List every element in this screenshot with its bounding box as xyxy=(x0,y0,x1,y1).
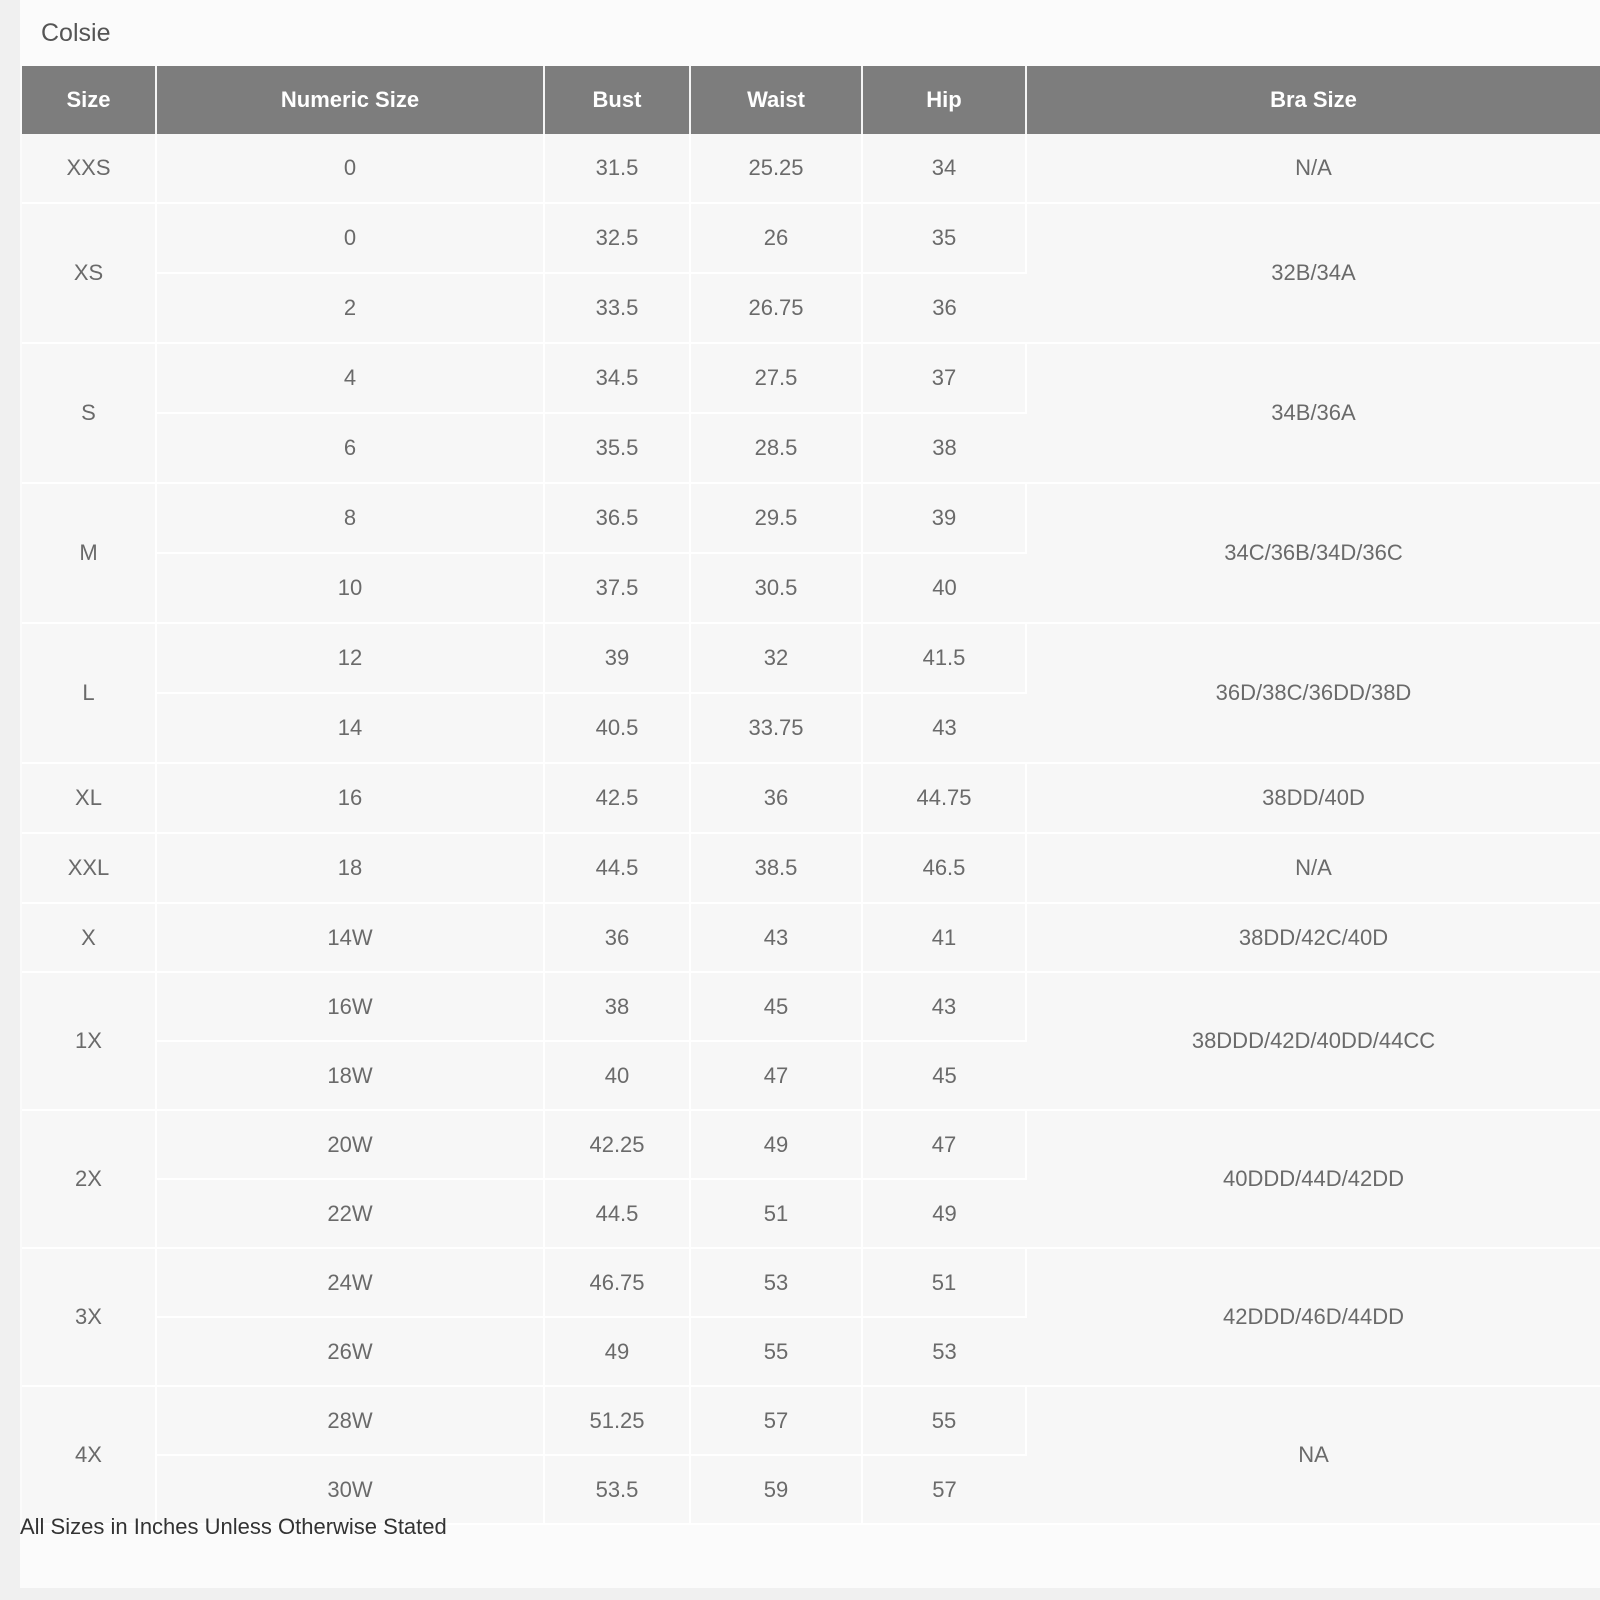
cell-numeric: 6 xyxy=(156,413,544,483)
cell-numeric: 14 xyxy=(156,693,544,763)
cell-bust: 40 xyxy=(544,1041,690,1110)
cell-hip: 57 xyxy=(862,1455,1026,1524)
cell-size: XS xyxy=(22,203,156,343)
cell-bra-size: 36D/38C/36DD/38D xyxy=(1026,623,1600,763)
cell-size: X xyxy=(22,903,156,972)
header-numeric-size: Numeric Size xyxy=(156,66,544,134)
cell-numeric: 0 xyxy=(156,134,544,203)
cell-bust: 51.25 xyxy=(544,1386,690,1455)
cell-bust: 39 xyxy=(544,623,690,693)
cell-hip: 45 xyxy=(862,1041,1026,1110)
footnote: All Sizes in Inches Unless Otherwise Stated xyxy=(20,1514,447,1539)
header-hip: Hip xyxy=(862,66,1026,134)
cell-numeric: 16 xyxy=(156,763,544,833)
table-row xyxy=(22,623,1600,693)
cell-bra-size: 34B/36A xyxy=(1026,343,1600,483)
cell-bust: 53.5 xyxy=(544,1455,690,1524)
header-bust: Bust xyxy=(544,66,690,134)
cell-hip: 53 xyxy=(862,1317,1026,1386)
cell-bust: 44.5 xyxy=(544,833,690,903)
cell-numeric: 30W xyxy=(156,1455,544,1524)
cell-size: 2X xyxy=(22,1110,156,1248)
cell-size: 4X xyxy=(22,1386,156,1524)
table-row xyxy=(22,1386,1600,1455)
cell-bust: 34.5 xyxy=(544,343,690,413)
cell-bust: 49 xyxy=(544,1317,690,1386)
cell-hip: 47 xyxy=(862,1110,1026,1179)
cell-hip: 51 xyxy=(862,1248,1026,1317)
header-row xyxy=(22,66,1600,134)
size-chart-sheet xyxy=(20,0,1600,1588)
cell-waist: 47 xyxy=(690,1041,862,1110)
cell-waist: 38.5 xyxy=(690,833,862,903)
cell-hip: 46.5 xyxy=(862,833,1026,903)
cell-size: XL xyxy=(22,763,156,833)
brand-name: Colsie xyxy=(41,19,111,47)
cell-bra-size: N/A xyxy=(1026,833,1600,903)
cell-bust: 46.75 xyxy=(544,1248,690,1317)
cell-hip: 43 xyxy=(862,972,1026,1041)
cell-numeric: 8 xyxy=(156,483,544,553)
cell-waist: 57 xyxy=(690,1386,862,1455)
cell-hip: 38 xyxy=(862,413,1026,483)
cell-numeric: 12 xyxy=(156,623,544,693)
cell-hip: 39 xyxy=(862,483,1026,553)
cell-numeric: 2 xyxy=(156,273,544,343)
cell-numeric: 28W xyxy=(156,1386,544,1455)
cell-numeric: 16W xyxy=(156,972,544,1041)
cell-numeric: 4 xyxy=(156,343,544,413)
cell-size: S xyxy=(22,343,156,483)
cell-bust: 42.5 xyxy=(544,763,690,833)
cell-size: 1X xyxy=(22,972,156,1110)
cell-waist: 25.25 xyxy=(690,134,862,203)
cell-bust: 40.5 xyxy=(544,693,690,763)
cell-size: L xyxy=(22,623,156,763)
cell-waist: 33.75 xyxy=(690,693,862,763)
cell-bra-size: 38DD/40D xyxy=(1026,763,1600,833)
cell-numeric: 26W xyxy=(156,1317,544,1386)
cell-waist: 53 xyxy=(690,1248,862,1317)
cell-bust: 38 xyxy=(544,972,690,1041)
cell-bust: 32.5 xyxy=(544,203,690,273)
cell-waist: 29.5 xyxy=(690,483,862,553)
cell-hip: 43 xyxy=(862,693,1026,763)
cell-numeric: 24W xyxy=(156,1248,544,1317)
cell-bra-size: 40DDD/44D/42DD xyxy=(1026,1110,1600,1248)
cell-bust: 42.25 xyxy=(544,1110,690,1179)
table-row xyxy=(22,903,1600,972)
cell-numeric: 14W xyxy=(156,903,544,972)
cell-waist: 30.5 xyxy=(690,553,862,623)
cell-bra-size: N/A xyxy=(1026,134,1600,203)
cell-size: XXS xyxy=(22,134,156,203)
cell-bra-size: 38DDD/42D/40DD/44CC xyxy=(1026,972,1600,1110)
table-row xyxy=(22,343,1600,413)
cell-hip: 35 xyxy=(862,203,1026,273)
cell-hip: 41.5 xyxy=(862,623,1026,693)
cell-waist: 51 xyxy=(690,1179,862,1248)
cell-hip: 36 xyxy=(862,273,1026,343)
cell-bust: 36.5 xyxy=(544,483,690,553)
cell-bra-size: 42DDD/46D/44DD xyxy=(1026,1248,1600,1386)
cell-hip: 37 xyxy=(862,343,1026,413)
cell-bust: 44.5 xyxy=(544,1179,690,1248)
cell-numeric: 18 xyxy=(156,833,544,903)
cell-size: M xyxy=(22,483,156,623)
cell-waist: 43 xyxy=(690,903,862,972)
header-size: Size xyxy=(22,66,156,134)
table-row xyxy=(22,134,1600,203)
table-body xyxy=(22,134,1600,1524)
cell-hip: 41 xyxy=(862,903,1026,972)
cell-hip: 49 xyxy=(862,1179,1026,1248)
table-row xyxy=(22,1110,1600,1179)
table-row xyxy=(22,483,1600,553)
cell-size: 3X xyxy=(22,1248,156,1386)
cell-bra-size: 34C/36B/34D/36C xyxy=(1026,483,1600,623)
cell-waist: 26.75 xyxy=(690,273,862,343)
table-row xyxy=(22,763,1600,833)
cell-bust: 37.5 xyxy=(544,553,690,623)
cell-numeric: 20W xyxy=(156,1110,544,1179)
cell-bust: 31.5 xyxy=(544,134,690,203)
cell-hip: 40 xyxy=(862,553,1026,623)
cell-waist: 36 xyxy=(690,763,862,833)
table-row xyxy=(22,972,1600,1041)
header-waist: Waist xyxy=(690,66,862,134)
cell-hip: 34 xyxy=(862,134,1026,203)
cell-hip: 44.75 xyxy=(862,763,1026,833)
cell-hip: 55 xyxy=(862,1386,1026,1455)
cell-waist: 55 xyxy=(690,1317,862,1386)
cell-numeric: 18W xyxy=(156,1041,544,1110)
table-row xyxy=(22,203,1600,273)
cell-waist: 26 xyxy=(690,203,862,273)
cell-bra-size: NA xyxy=(1026,1386,1600,1524)
cell-numeric: 0 xyxy=(156,203,544,273)
cell-numeric: 22W xyxy=(156,1179,544,1248)
cell-waist: 49 xyxy=(690,1110,862,1179)
cell-bust: 35.5 xyxy=(544,413,690,483)
cell-waist: 45 xyxy=(690,972,862,1041)
table-row xyxy=(22,833,1600,903)
cell-waist: 27.5 xyxy=(690,343,862,413)
cell-waist: 28.5 xyxy=(690,413,862,483)
header-bra-size: Bra Size xyxy=(1026,66,1600,134)
table-row xyxy=(22,1248,1600,1317)
cell-bra-size: 32B/34A xyxy=(1026,203,1600,343)
cell-bra-size: 38DD/42C/40D xyxy=(1026,903,1600,972)
size-chart-table xyxy=(22,66,1600,1525)
cell-bust: 36 xyxy=(544,903,690,972)
cell-waist: 59 xyxy=(690,1455,862,1524)
cell-bust: 33.5 xyxy=(544,273,690,343)
cell-waist: 32 xyxy=(690,623,862,693)
table-header xyxy=(22,66,1600,134)
cell-numeric: 10 xyxy=(156,553,544,623)
cell-size: XXL xyxy=(22,833,156,903)
